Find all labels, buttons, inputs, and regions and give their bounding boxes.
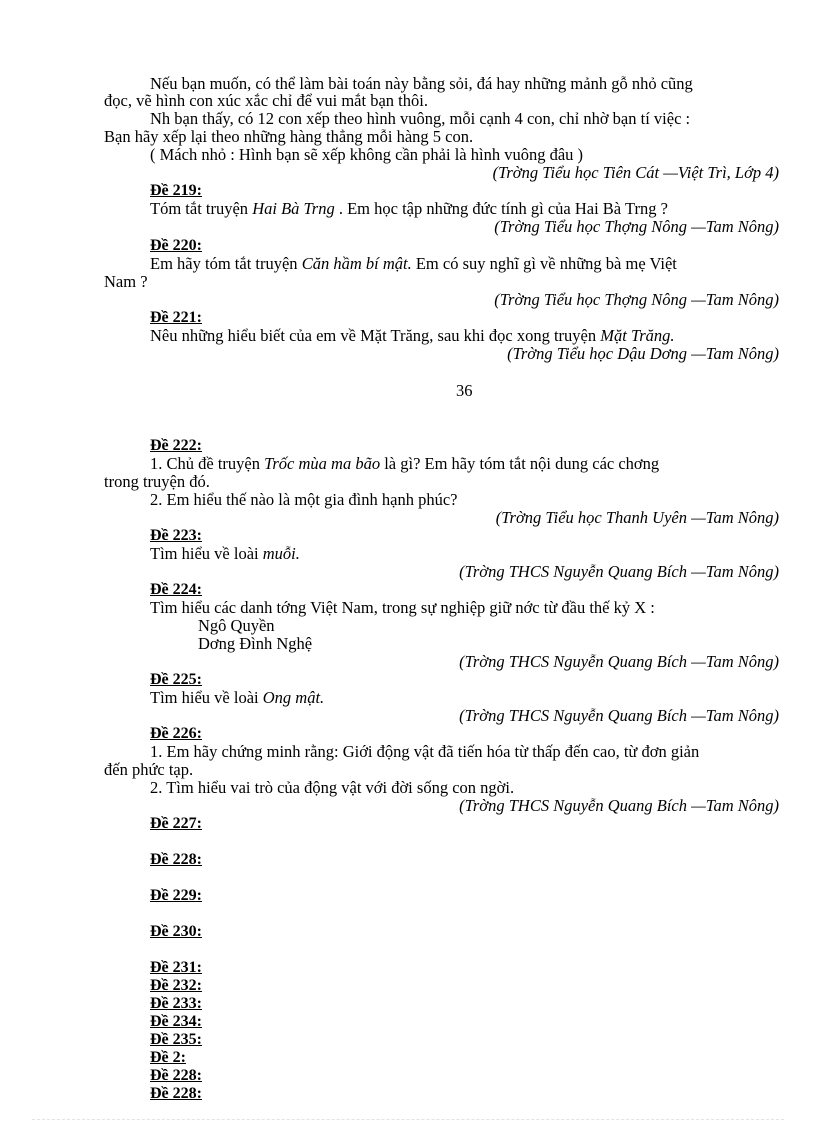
exercise-heading-233: Đề 233: — [150, 995, 202, 1012]
exercise-heading-227: Đề 227: — [150, 815, 202, 832]
exercise-heading-228: Đề 228: — [150, 851, 202, 868]
exercise-heading-230: Đề 230: — [150, 923, 202, 940]
exercise-heading-229: Đề 229: — [150, 887, 202, 904]
paragraph-line: đọc, vẽ hình con xúc xắc chỉ để vui mắt bạn thôi. — [104, 91, 428, 110]
source-citation: (Trờng Tiểu học Thợng Nông —Tam Nông) — [494, 217, 779, 236]
exercise-heading-221: Đề 221: — [150, 309, 202, 326]
exercise-heading-224: Đề 224: — [150, 581, 202, 598]
source-citation: (Trờng THCS Nguyễn Quang Bích —Tam Nông) — [459, 796, 779, 815]
source-citation: (Trờng THCS Nguyễn Quang Bích —Tam Nông) — [459, 706, 779, 725]
paragraph-line: Nh bạn thấy, có 12 con xếp theo hình vuông, mỗi cạnh 4 con, chỉ nhờ bạn tí việc : — [150, 109, 691, 128]
exercise-heading-234: Đề 234: — [150, 1013, 202, 1030]
exercise-text-222: 1. Chủ đề truyện Trốc mùa ma bão là gì? Em hãy tóm tắt nội dung các chơng — [150, 454, 660, 473]
exercise-heading-228-dup2: Đề 228: — [150, 1085, 202, 1102]
exercise-heading-226: Đề 226: — [150, 725, 202, 742]
hint-line: ( Mách nhỏ : Hình bạn sẽ xếp không cần phải là hình vuông đâu ) — [150, 145, 584, 164]
page-number: 36 — [456, 381, 473, 400]
exercise-text-220-cont: Nam ? — [104, 272, 148, 291]
exercise-text-224: Tìm hiểu các danh tớng Việt Nam, trong sự nghiệp giữ nớc từ đầu thế kỷ X : — [150, 598, 655, 617]
paragraph-line: Bạn hãy xếp lại theo những hàng thẳng mỗi hàng 5 con. — [104, 127, 474, 146]
exercise-heading-219: Đề 219: — [150, 182, 202, 199]
source-citation: (Trờng THCS Nguyễn Quang Bích —Tam Nông) — [459, 562, 779, 581]
exercise-text-220: Em hãy tóm tắt truyện Căn hầm bí mật. Em có suy nghĩ gì về những bà mẹ Việt — [150, 254, 677, 273]
exercise-text-222-cont: trong truyện đó. — [104, 472, 210, 491]
exercise-heading-223: Đề 223: — [150, 527, 202, 544]
exercise-heading-2: Đề 2: — [150, 1049, 186, 1066]
exercise-text-222-q2: 2. Em hiểu thế nào là một gia đình hạnh phúc? — [150, 490, 458, 509]
exercise-text-226: 1. Em hãy chứng minh rằng: Giới động vật đã tiến hóa từ thấp đến cao, từ đơn giản — [150, 742, 700, 761]
source-citation: (Trờng Tiểu học Tiên Cát —Việt Trì, Lớp 4) — [492, 163, 779, 182]
exercise-heading-222: Đề 222: — [150, 437, 202, 454]
exercise-text-219: Tóm tắt truyện Hai Bà Trng . Em học tập những đức tính gì của Hai Bà Trng ? — [150, 199, 668, 218]
exercise-text-223: Tìm hiểu về loài muỗi. — [150, 544, 300, 563]
exercise-heading-225: Đề 225: — [150, 671, 202, 688]
page-bottom-rule — [32, 1119, 784, 1120]
exercise-heading-220: Đề 220: — [150, 237, 202, 254]
exercise-text-225: Tìm hiểu về loài Ong mật. — [150, 688, 325, 707]
source-citation: (Trờng Tiểu học Dậu Dơng —Tam Nông) — [507, 344, 779, 363]
source-citation: (Trờng Tiểu học Thanh Uyên —Tam Nông) — [495, 508, 779, 527]
source-citation: (Trờng THCS Nguyễn Quang Bích —Tam Nông) — [459, 652, 779, 671]
exercise-text-226-q2: 2. Tìm hiểu vai trò của động vật với đời sống con ngời. — [150, 778, 515, 797]
list-item: Dơng Đình Nghệ — [198, 634, 313, 653]
source-citation: (Trờng Tiểu học Thợng Nông —Tam Nông) — [494, 290, 779, 309]
list-item: Ngô Quyền — [198, 616, 275, 635]
exercise-text-221: Nêu những hiểu biết của em về Mặt Trăng, sau khi đọc xong truyện Mặt Trăng. — [150, 326, 675, 345]
exercise-text-226-cont: đến phức tạp. — [104, 760, 194, 779]
exercise-heading-228-dup: Đề 228: — [150, 1067, 202, 1084]
exercise-heading-231: Đề 231: — [150, 959, 202, 976]
exercise-heading-232: Đề 232: — [150, 977, 202, 994]
exercise-heading-235: Đề 235: — [150, 1031, 202, 1048]
paragraph-line: Nếu bạn muốn, có thể làm bài toán này bằng sỏi, đá hay những mảnh gỗ nhỏ cũng — [150, 74, 693, 93]
